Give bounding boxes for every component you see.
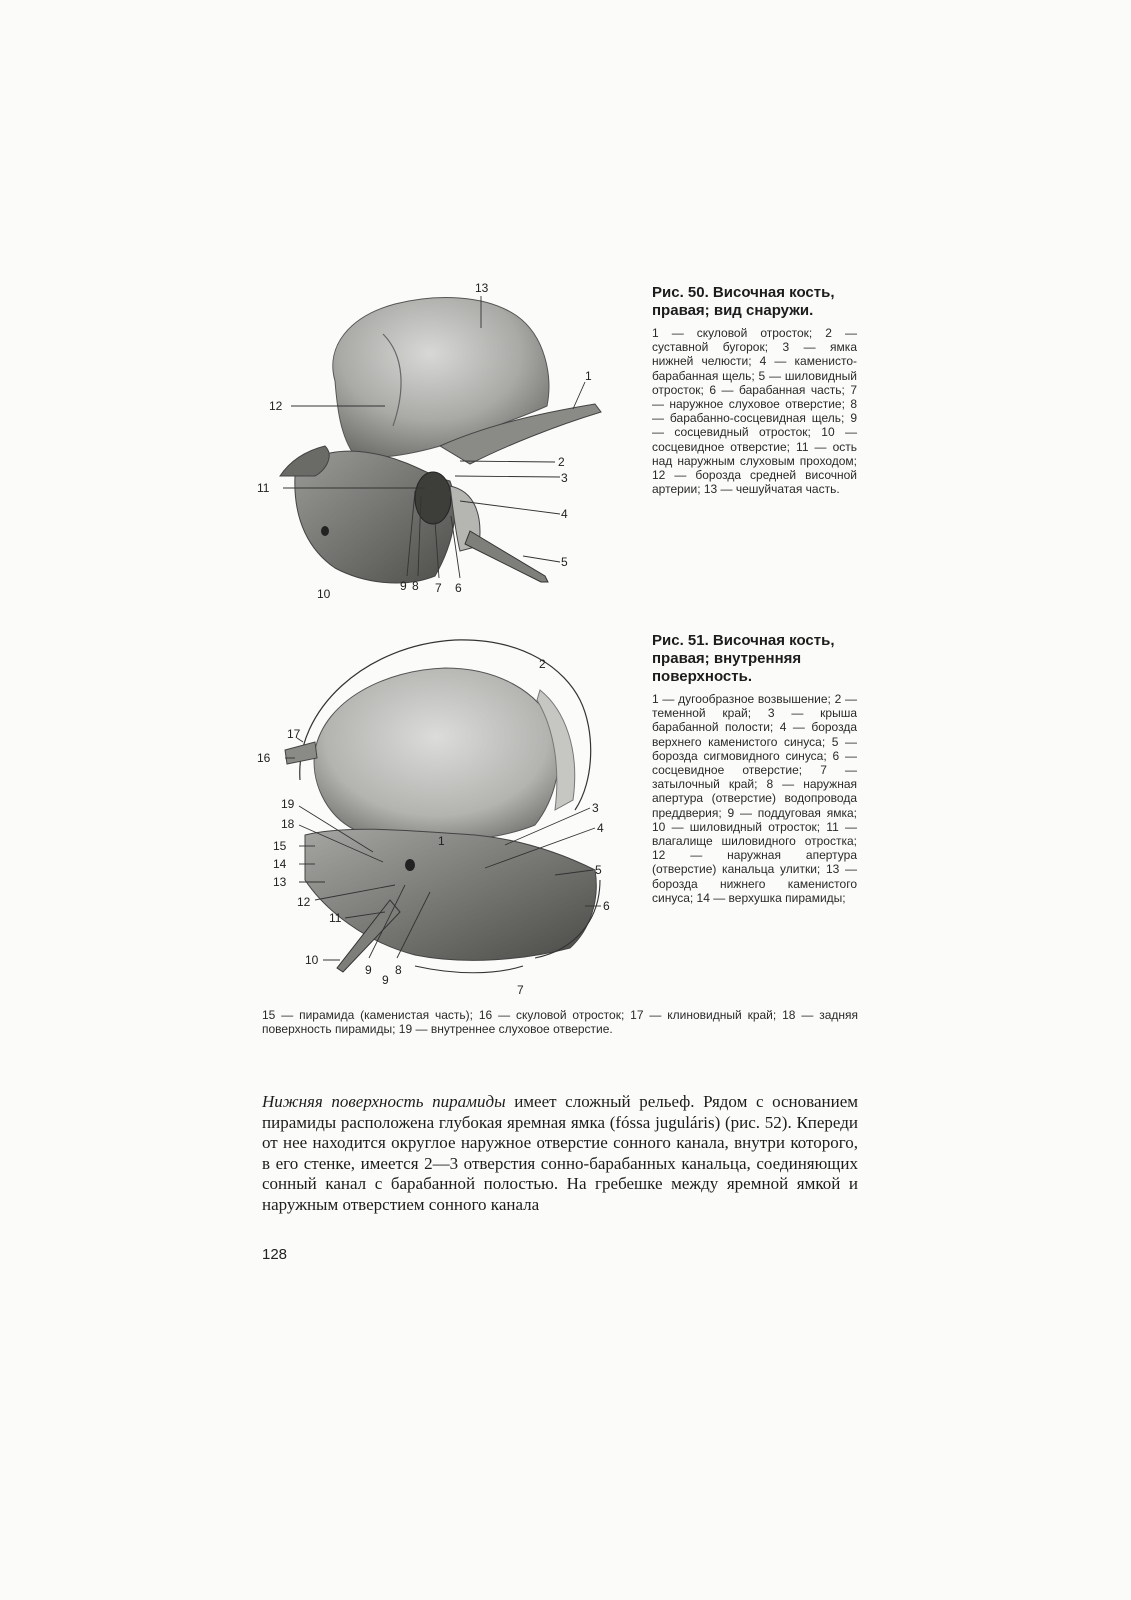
fig50-label: 2 xyxy=(558,455,565,469)
fig50-label: 12 xyxy=(269,399,283,413)
figure-50-caption xyxy=(652,284,857,496)
temporal-bone-internal-drawing xyxy=(255,630,645,1010)
styloid-process-shape xyxy=(465,531,548,582)
figure-50-illustration xyxy=(255,276,625,616)
body-paragraph xyxy=(262,1092,858,1216)
fig51-label: 14 xyxy=(273,857,287,871)
page-number: 128 xyxy=(262,1246,288,1263)
figure-50-caption-title: Рис. 50. Височная кость, правая; вид снаружи. xyxy=(652,284,835,319)
squamous-internal-shape xyxy=(314,668,559,841)
fig50-label: 11 xyxy=(257,481,270,495)
figure-51-caption-body: 1 — дугообразное возвышение; 2 — теменной край; 3 — крыша барабанной полости; 4 — борозда верхнего каменистого синуса; 5 — борозда сигмовидного синуса; 6 — сосцевидное отверстие; 7 — затылочный край; 8 — наружная апертура (отверстие) водопровода преддверия; 9 — поддуговая ямка; 10 — шиловидный отросток; 11 — влагалище шиловидного отростка; 12 — наружная апертура (отверстие) канальца улитки; 13 — борозда нижнего каменистого синуса; 14 — верхушка пирамиды; xyxy=(652,692,857,905)
fig51-label: 2 xyxy=(539,657,546,671)
fig51-label: 19 xyxy=(281,797,295,811)
fig50-label: 7 xyxy=(435,581,442,595)
figure-51-illustration xyxy=(255,630,645,1010)
fig51-label: 3 xyxy=(592,801,599,815)
fig50-label: 6 xyxy=(455,581,462,595)
fig51-label: 1 xyxy=(438,834,445,848)
fig50-label: 8 xyxy=(412,579,419,593)
fig50-label: 10 xyxy=(317,587,331,601)
pyramid-shape xyxy=(305,829,596,960)
fig51-label: 9 xyxy=(382,973,389,987)
temporal-bone-external-drawing xyxy=(255,276,625,616)
body-italic-lead: Нижняя поверхность пирамиды xyxy=(262,1092,506,1111)
fig51-label: 18 xyxy=(281,817,295,831)
fig50-label: 5 xyxy=(561,555,568,569)
fig50-label: 1 xyxy=(585,369,592,383)
fig50-label: 9 xyxy=(400,579,407,593)
fig51-label: 13 xyxy=(273,875,287,889)
fig50-label: 4 xyxy=(561,507,568,521)
fig51-label: 11 xyxy=(329,911,342,925)
fig51-label: 15 xyxy=(273,839,287,853)
fig51-label: 5 xyxy=(595,863,602,877)
figure-51-caption-continued: 15 — пирамида (каменистая часть); 16 — скуловой отросток; 17 — клиновидный край; 18 — задняя поверхность пирамиды; 19 — внутреннее слуховое отверстие. xyxy=(262,1008,858,1037)
figure-51-caption xyxy=(652,632,857,905)
fig51-label: 8 xyxy=(395,963,402,977)
fig51-label: 6 xyxy=(603,899,610,913)
fig51-label: 7 xyxy=(517,983,524,997)
fig51-label: 10 xyxy=(305,953,319,967)
figure-50-caption-body: 1 — скуловой отросток; 2 — суставной бугорок; 3 — ямка нижней челюсти; 4 — каменисто-барабанная щель; 5 — шиловидный отросток; 6 — барабанная часть; 7 — наружное слуховое отверстие; 8 — барабанно-сосцевидная щель; 9 — сосцевидный отросток; 10 — сосцевидное отверстие; 11 — ость над наружным слуховым проходом; 12 — борозда средней височной артерии; 13 — чешуйчатая часть. xyxy=(652,326,857,497)
fig51-label: 17 xyxy=(287,727,301,741)
fig50-label: 3 xyxy=(561,471,568,485)
fig51-label: 16 xyxy=(257,751,271,765)
fig50-label: 13 xyxy=(475,281,489,295)
figure-51-caption-title: Рис. 51. Височная кость, правая; внутренняя поверхность. xyxy=(652,632,835,685)
fig51-label: 9 xyxy=(365,963,372,977)
fig51-label: 4 xyxy=(597,821,604,835)
body-text-rest: имеет сложный рельеф. Рядом с основанием пирамиды расположена глубокая яремная ямка (fóssa juguláris) (рис. 52). Кпереди от нее находится округлое наружное отверстие сонного канала, внутри которого, в его стенке, имеется 2—3 отверстия сонно-барабанных канальца, соединяющих сонный канал с барабанной полостью. На гребешке между яремной ямкой и наружным отверстием сонного канала xyxy=(262,1092,858,1214)
fig51-label: 12 xyxy=(297,895,311,909)
